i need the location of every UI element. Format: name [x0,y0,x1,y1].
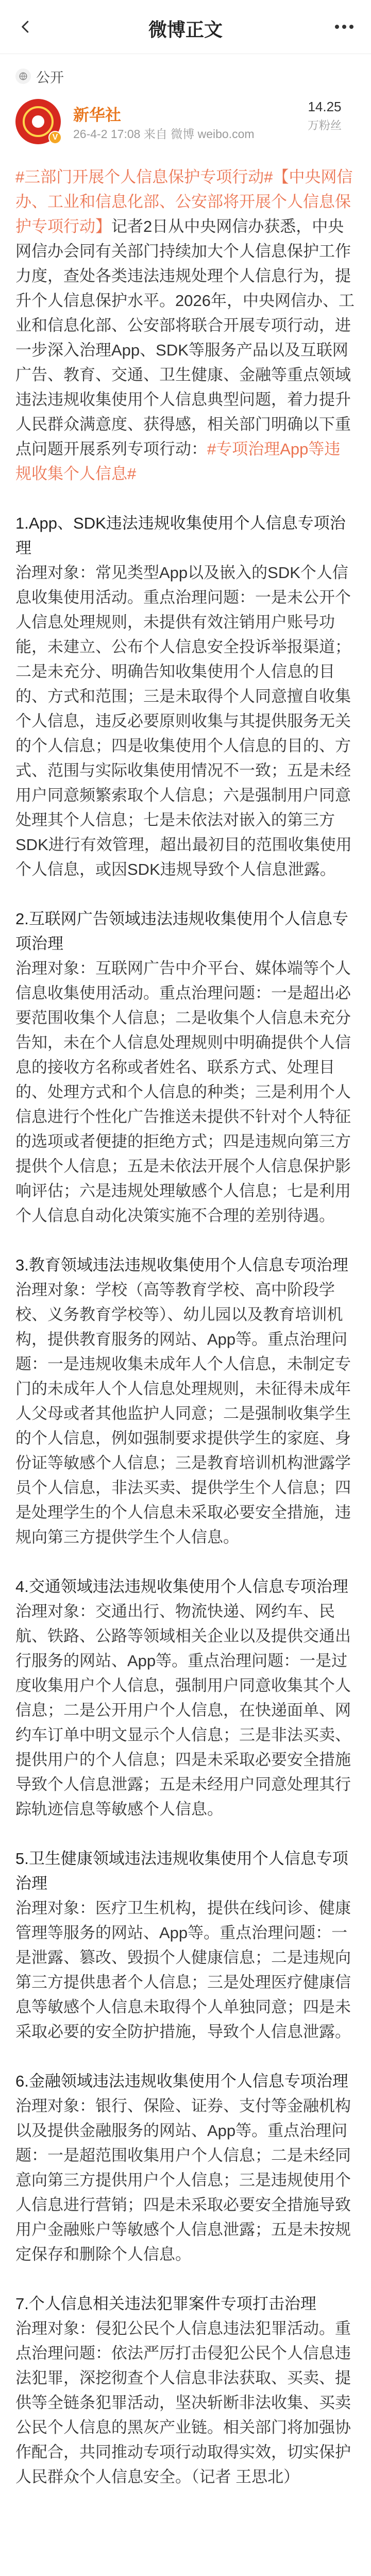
section-body: 治理对象：学校（高等教育学校、高中阶段学校、义务教育学校等）、幼儿园以及教育培训机构，提供教育服务的网站、App等。重点治理问题：一是违规收集未成年人个人信息，未制定专门的未成年人个人信息处理规则，未征得未成年人父母或者其他监护人同意；二是强制收集学生的个人信息，例如强制要求提供学生的家庭、身份证等敏感个人信息；三是教育培训机构泄露学员个人信息，非法买卖、提供学生个人信息；四是处理学生的个人信息未采取必要安全措施，违规向第三方提供学生个人信息。 [15,1281,351,1546]
fans-count [294,99,356,133]
intro-paragraph [15,165,356,486]
fans-label: 万粉丝 [307,119,342,132]
visibility-row [15,66,64,87]
post-content [15,165,356,2514]
author-name[interactable]: 新华社 [73,106,121,124]
section-heading: 1.App、SDK违法违规收集使用个人信息专项治理 [15,514,346,557]
section-7 [15,2292,356,2489]
section-heading: 3.教育领域违法违规收集使用个人信息专项治理 [15,1256,348,1274]
topic-link[interactable]: #三部门开展个人信息保护专项行动# [15,168,273,186]
section-body: 治理对象：医疗卫生机构，提供在线问诊、健康管理等服务的网站、App等。重点治理问题：一是泄露、篡改、毁损个人健康信息；二是违规向第三方提供患者个人信息；三是处理医疗健康信息等敏感个人信息未取得个人单独同意；四是未采取必要的安全防护措施，导致个人信息泄露。 [15,1899,351,2041]
section-body: 治理对象：交通出行、物流快递、网约车、民航、铁路、公路等领域相关企业以及提供交通出行服务的网站、App等。重点治理问题：一是过度收集用户个人信息，强制用户同意收集其个人信息；二是公开用户个人信息，在快递面单、网约车订单中明文显示个人信息；三是非法买卖、提供用户的个人信息；四是未采取必要安全措施导致个人信息泄露；五是未经用户同意处理其行踪轨迹信息等敏感个人信息。 [15,1602,351,1818]
verified-badge-icon: V [48,131,62,144]
section-4 [15,1574,356,1822]
section-heading: 6.金融领域违法违规收集使用个人信息专项治理 [15,2072,348,2090]
topic-icon [15,69,31,84]
page-title: 微博正文 [148,19,223,40]
section-3 [15,1253,356,1550]
section-body: 治理对象：银行、保险、证券、支付等金融机构以及提供金融服务的网站、App等。重点治理问题：一是超范围收集用户个人信息；二是未经同意向第三方提供用户个人信息；三是违规使用个人信息进行营销；四是未采取必要安全措施导致用户金融账户等敏感个人信息泄露；五是未按规定保存和删除个人信息。 [15,2097,351,2263]
more-dots-icon [335,25,339,29]
section-1 [15,511,356,882]
intro-text: 记者2日从中央网信办获悉，中央网信办会同有关部门持续加大个人信息保护工作力度，查处各类违法违规处理个人信息行为，提升个人信息保护水平。2026年，中央网信办、工业和信息化部、公安部将联合开展专项行动，进一步深入治理App、SDK等服务产品以及互联网广告、教育、交通、卫生健康、金融等重点领域违法违规收集使用个人信息典型问题，着力提升人民群众满意度、获得感，相关部门明确以下重点问题开展系列专项行动： [15,217,355,458]
top-navigation-bar [0,0,371,54]
headline-tag: 【中央网信办、工业和信息化部、公安部将开展个人信息保护专项行动】 [15,168,353,235]
author-header [15,98,356,149]
section-body: 治理对象：常见类型App以及嵌入的SDK个人信息收集使用活动。重点治理问题：一是未公开个人信息处理规则，未提供有效注销用户账号功能，未建立、公布个人信息安全投诉举报渠道；二是未充分、明确告知收集使用个人信息的目的、方式和范围；三是未取得个人同意擅自收集个人信息，违反必要原则收集与其提供服务无关的个人信息；四是收集使用个人信息的目的、方式、范围与实际收集使用情况不一致；五是未经用户同意频繁索取个人信息；六是强制用户同意处理其个人信息；七是未依法对嵌入的第三方SDK进行有效管理，超出最初目的范围收集使用个人信息，或因SDK违规导致个人信息泄露。 [15,564,352,878]
section-heading: 5.卫生健康领域违法违规收集使用个人信息专项治理 [15,1850,348,1892]
section-body: 治理对象：互联网广告中介平台、媒体端等个人信息收集使用活动。重点治理问题：一是超出必要范围收集个人信息；二是收集个人信息未充分告知，未在个人信息处理规则中明确提供个人信息的接收方名称或者姓名、联系方式、处理目的、处理方式和个人信息的种类；三是利用个人信息进行个性化广告推送未提供不针对个人特征的选项或者便捷的拒绝方式；四是违规向第三方提供个人信息；五是未依法开展个人信息保护影响评估；六是违规处理敏感个人信息；七是利用个人信息自动化决策实施不合理的差别待遇。 [15,959,351,1225]
section-body: 治理对象：侵犯公民个人信息违法犯罪活动。重点治理问题：依法严厉打击侵犯公民个人信息违法犯罪，深挖彻查个人信息非法获取、买卖、提供等全链条犯罪活动，坚决斩断非法收集、买卖公民个人信息的黑灰产业链。相关部门将加强协作配合，共同推动专项行动取得实效，切实保护人民群众个人信息安全。（记者 王思北） [15,2319,351,2486]
section-6 [15,2069,356,2267]
visibility-label: 公开 [36,70,64,86]
fans-number: 14.25 [308,99,342,114]
section-5 [15,1846,356,2044]
section-heading: 7.个人信息相关违法犯罪案件专项打击治理 [15,2295,316,2313]
section-heading: 4.交通领域违法违规收集使用个人信息专项治理 [15,1578,348,1596]
post-meta: 26-4-2 17:08 来自 微博 weibo.com [73,127,255,141]
section-heading: 2.互联网广告领域违法违规收集使用个人信息专项治理 [15,910,348,953]
topic-link-2[interactable]: #专项治理App等违规收集个人信息# [15,440,341,483]
section-2 [15,907,356,1228]
more-options-button[interactable] [330,14,359,39]
